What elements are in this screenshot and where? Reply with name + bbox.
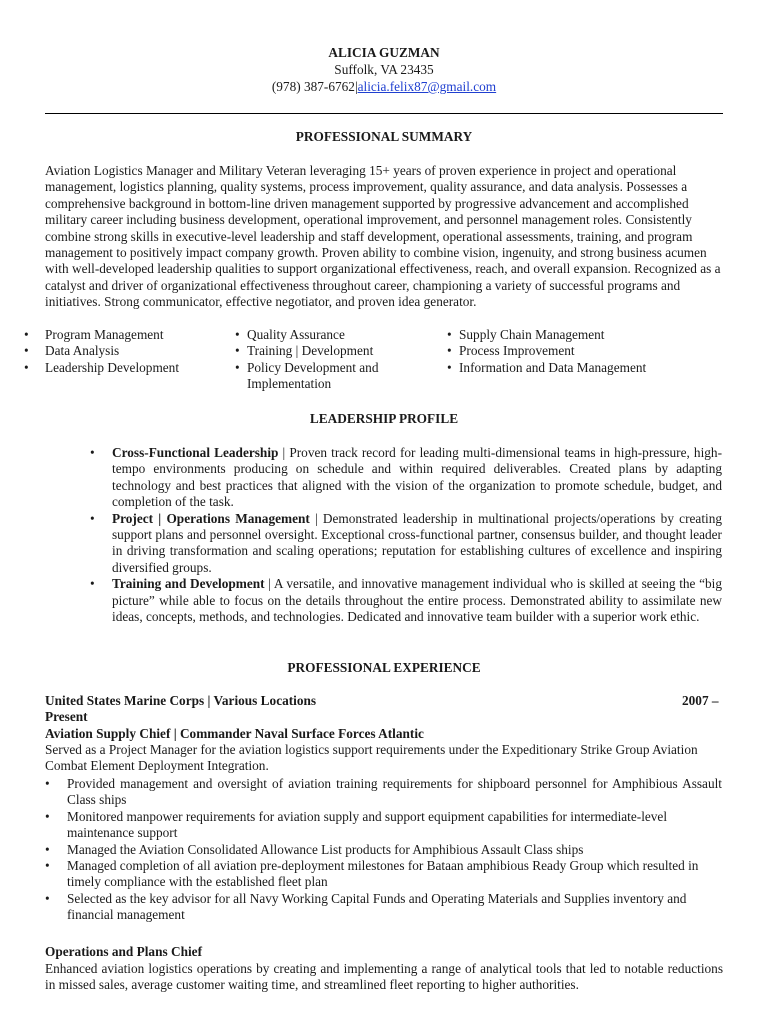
leadership-heading: LEADERSHIP PROFILE bbox=[309, 411, 459, 426]
achievement-item: • Monitored manpower requirements for aviation supply and support equipment capabilities for intermediate-level maintenance support bbox=[45, 808, 668, 841]
leadership-item: • Project | Operations Management | Demonstrated leadership in multinational projects/operations by creating support plans and personnel oversight. Exceptional cross-functional partner, consensus builder, and thought leader in driving transformation and scaling operations; reputation for establishing cultures of excellence and inspiring diversified groups. bbox=[90, 510, 723, 575]
employer-name: United States Marine Corps | Various Locations bbox=[45, 693, 317, 708]
skill-item: • Training | Development bbox=[235, 343, 374, 359]
candidate-location: Suffolk, VA 23435 bbox=[334, 62, 434, 77]
skill-item: • Supply Chain Management bbox=[447, 327, 605, 342]
header-divider bbox=[45, 113, 723, 114]
phone-number: (978) 387-6762 bbox=[271, 79, 355, 94]
role-intro: Served as a Project Manager for the aviation logistics support requirements under the Expeditionary Strike Group Aviation Combat Element Deployment Integration. bbox=[45, 742, 698, 774]
leadership-item-title: Training and Development bbox=[112, 576, 265, 592]
skills-column-2 bbox=[235, 327, 447, 393]
leadership-item-text: Proven track record for leading multi-dimensional teams in high-pressure, high-tempo environments producing on schedule and within required deliverables. Created plans by adapting technology and best practices that aligned with the vision of the organization to promote schedule, budget, and completion of the task. bbox=[112, 445, 722, 510]
employment-dates-start: 2007 – bbox=[682, 693, 719, 708]
skill-item: • Program Management bbox=[24, 327, 164, 342]
skill-item: • Information and Data Management bbox=[447, 359, 647, 375]
role-title: Aviation Supply Chief | Commander Naval Surface Forces Atlantic bbox=[45, 726, 424, 741]
skills-column-1 bbox=[24, 327, 235, 393]
contact-line bbox=[0, 79, 768, 95]
skill-item: • Leadership Development bbox=[24, 359, 180, 375]
experience-heading: PROFESSIONAL EXPERIENCE bbox=[287, 660, 481, 675]
contact-separator: | bbox=[354, 79, 358, 94]
role-intro: Enhanced aviation logistics operations by creating and implementing a range of analytical tools that led to notable reductions in missed sales, average customer waiting time, and streamlined fleet reporting to higher authorities. bbox=[45, 961, 723, 993]
skill-item: • Policy Development and Implementation bbox=[235, 359, 379, 392]
leadership-item-text: A versatile, and innovative management individual who is skilled at seeing the “big picture” while able to focus on the details throughout the entire process. Demonstrated ability to assimilate new ideas, concepts, methods, and technologies. Dedicated and innovative team builder with a superior work ethic. bbox=[112, 576, 723, 625]
skills-column-3 bbox=[447, 327, 669, 393]
leadership-item: • Cross-Functional Leadership | Proven track record for leading multi-dimensional teams in high-pressure, high-tempo environments producing on schedule and within required deliverables. Created plans by adapting technology and best practices that aligned with the vision of the organization to promote schedule, budget, and completion of the task. bbox=[90, 445, 722, 510]
achievement-item: • Provided management and oversight of aviation training requirements for shipboard personnel for Amphibious Assault Class ships bbox=[45, 776, 722, 808]
role-achievements bbox=[45, 776, 722, 924]
candidate-name: ALICIA GUZMAN bbox=[328, 45, 440, 60]
employment-dates-end: Present bbox=[45, 709, 88, 724]
leadership-item-title: Project | Operations Management bbox=[112, 510, 310, 526]
leadership-list bbox=[90, 445, 723, 625]
skill-item: • Quality Assurance bbox=[235, 327, 345, 342]
summary-paragraph: Aviation Logistics Manager and Military Veteran leveraging 15+ years of proven experience in project and operational management, logistics planning, quality systems, process improvement, quality assurance, and data analysis. Possesses a comprehensive background in bottom-line driven management supported by progressive advancement and accomplished military career including business development, operational improvement, and personnel management roles. Consistently combine strong skills in executive-level leadership and staff development, operational assessments, training, and program management to positively impact company growth. Proven ability to combine vision, ingenuity, and strong business acumen with well-developed leadership qualities to support organizational effectiveness, reach, and overall expansion. Recognized as a catalyst and driver of organizational effectiveness throughout career, championing a variety of successful programs and initiatives. Strong communicator, effective negotiator, and proven idea generator. bbox=[45, 163, 721, 310]
skill-item: • Process Improvement bbox=[447, 343, 575, 359]
leadership-item-title: Cross-Functional Leadership bbox=[112, 445, 279, 460]
email-link[interactable]: alicia.felix87@gmail.com bbox=[357, 79, 497, 94]
role-title: Operations and Plans Chief bbox=[45, 944, 202, 959]
achievement-item: • Managed the Aviation Consolidated Allowance List products for Amphibious Assault Class ships bbox=[45, 841, 584, 857]
skill-item: • Data Analysis bbox=[24, 343, 120, 359]
leadership-item: • Training and Development | A versatile, and innovative management individual who is skilled at seeing the “big picture” while able to focus on the details throughout the entire process. Demonstrated ability to assimilate new ideas, concepts, methods, and technologies. Dedicated and innovative team builder with a superior work ethic. bbox=[90, 576, 723, 625]
achievement-item: • Managed completion of all aviation pre-deployment milestones for Bataan amphibious Ready Group which resulted in timely compliance with the established fleet plan bbox=[45, 858, 699, 890]
summary-heading: PROFESSIONAL SUMMARY bbox=[295, 129, 473, 144]
skills-grid bbox=[24, 327, 735, 393]
achievement-item: • Selected as the key advisor for all Navy Working Capital Funds and Operating Materials and Supplies inventory and financial management bbox=[45, 890, 687, 923]
leadership-item-text: Demonstrated leadership in multinational projects/operations by creating support plans and personnel oversight. Exceptional cross-functional partner, consensus builder, and thought leader in driving transformation and scaling operations; reputation for establishing cultures of excellence and inspiring diversified groups. bbox=[112, 510, 723, 575]
